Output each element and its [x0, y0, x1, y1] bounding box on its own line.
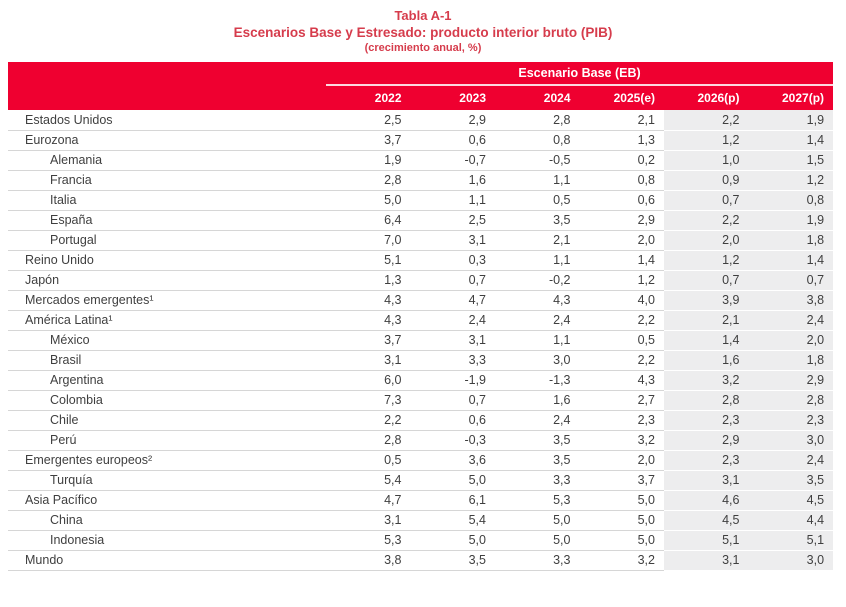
cell-2024: 3,0 — [495, 350, 580, 370]
cell-2022: 2,8 — [326, 170, 411, 190]
cell-2022: 3,1 — [326, 350, 411, 370]
cell-2027(p): 2,8 — [749, 390, 834, 410]
col-header-2026p: 2026(p) — [664, 85, 749, 110]
cell-2027(p): 1,9 — [749, 210, 834, 230]
cell-2024: 1,1 — [495, 250, 580, 270]
cell-2025(e): 3,2 — [580, 430, 665, 450]
cell-2027(p): 1,4 — [749, 130, 834, 150]
cell-2022: 4,3 — [326, 290, 411, 310]
table-body — [8, 110, 833, 570]
cell-2025(e): 2,0 — [580, 450, 665, 470]
cell-2023: -0,3 — [411, 430, 496, 450]
table-row — [8, 170, 833, 190]
cell-2027(p): 1,4 — [749, 250, 834, 270]
cell-2023: 5,4 — [411, 510, 496, 530]
cell-2024: 4,3 — [495, 290, 580, 310]
cell-2027(p): 1,8 — [749, 230, 834, 250]
row-label: México — [8, 330, 326, 350]
cell-2027(p): 1,5 — [749, 150, 834, 170]
cell-2024: 5,0 — [495, 510, 580, 530]
cell-2026(p): 2,2 — [664, 110, 749, 130]
table-number: Tabla A-1 — [394, 8, 452, 23]
cell-2023: 3,1 — [411, 230, 496, 250]
row-label: Italia — [8, 190, 326, 210]
table-row — [8, 470, 833, 490]
table-header — [8, 62, 833, 110]
cell-2022: 6,4 — [326, 210, 411, 230]
table-row — [8, 150, 833, 170]
cell-2024: -1,3 — [495, 370, 580, 390]
header-corner — [8, 62, 326, 110]
cell-2025(e): 2,1 — [580, 110, 665, 130]
cell-2025(e): 5,0 — [580, 530, 665, 550]
row-label: Mundo — [8, 550, 326, 570]
cell-2025(e): 2,9 — [580, 210, 665, 230]
cell-2025(e): 3,7 — [580, 470, 665, 490]
cell-2027(p): 1,9 — [749, 110, 834, 130]
cell-2023: -0,7 — [411, 150, 496, 170]
table-row — [8, 490, 833, 510]
cell-2025(e): 3,2 — [580, 550, 665, 570]
table-row — [8, 190, 833, 210]
cell-2025(e): 2,2 — [580, 310, 665, 330]
table-subtitle: (crecimiento anual, %) — [364, 42, 482, 54]
cell-2022: 1,9 — [326, 150, 411, 170]
cell-2024: 2,4 — [495, 310, 580, 330]
row-label: Eurozona — [8, 130, 326, 150]
table-row — [8, 530, 833, 550]
cell-2022: 6,0 — [326, 370, 411, 390]
cell-2023: 0,6 — [411, 410, 496, 430]
row-label: Argentina — [8, 370, 326, 390]
row-label: China — [8, 510, 326, 530]
cell-2026(p): 2,0 — [664, 230, 749, 250]
cell-2027(p): 1,2 — [749, 170, 834, 190]
cell-2025(e): 5,0 — [580, 490, 665, 510]
cell-2026(p): 2,8 — [664, 390, 749, 410]
row-label: Alemania — [8, 150, 326, 170]
cell-2027(p): 0,8 — [749, 190, 834, 210]
cell-2026(p): 2,2 — [664, 210, 749, 230]
cell-2022: 5,4 — [326, 470, 411, 490]
row-label: Mercados emergentes¹ — [8, 290, 326, 310]
cell-2025(e): 2,0 — [580, 230, 665, 250]
cell-2026(p): 2,3 — [664, 410, 749, 430]
cell-2027(p): 5,1 — [749, 530, 834, 550]
cell-2022: 5,0 — [326, 190, 411, 210]
cell-2023: 4,7 — [411, 290, 496, 310]
cell-2024: 5,3 — [495, 490, 580, 510]
row-label: Asia Pacífico — [8, 490, 326, 510]
row-label: Brasil — [8, 350, 326, 370]
cell-2022: 1,3 — [326, 270, 411, 290]
cell-2024: 0,5 — [495, 190, 580, 210]
cell-2023: 2,5 — [411, 210, 496, 230]
cell-2023: 3,1 — [411, 330, 496, 350]
cell-2023: 3,5 — [411, 550, 496, 570]
cell-2022: 3,1 — [326, 510, 411, 530]
cell-2024: 2,8 — [495, 110, 580, 130]
col-header-2025e: 2025(e) — [580, 85, 665, 110]
cell-2026(p): 3,9 — [664, 290, 749, 310]
cell-2027(p): 0,7 — [749, 270, 834, 290]
table-row — [8, 410, 833, 430]
row-label: Colombia — [8, 390, 326, 410]
table-row — [8, 110, 833, 130]
table-row — [8, 370, 833, 390]
row-label: Reino Unido — [8, 250, 326, 270]
cell-2023: 2,4 — [411, 310, 496, 330]
table-row — [8, 430, 833, 450]
cell-2025(e): 0,2 — [580, 150, 665, 170]
row-label: Portugal — [8, 230, 326, 250]
cell-2026(p): 1,4 — [664, 330, 749, 350]
table-row — [8, 210, 833, 230]
cell-2024: 1,1 — [495, 170, 580, 190]
cell-2025(e): 4,0 — [580, 290, 665, 310]
cell-2027(p): 2,4 — [749, 450, 834, 470]
row-label: Emergentes europeos² — [8, 450, 326, 470]
cell-2027(p): 1,8 — [749, 350, 834, 370]
cell-2027(p): 2,4 — [749, 310, 834, 330]
cell-2026(p): 3,2 — [664, 370, 749, 390]
cell-2027(p): 3,0 — [749, 430, 834, 450]
cell-2023: 5,0 — [411, 530, 496, 550]
cell-2023: 1,6 — [411, 170, 496, 190]
cell-2027(p): 2,3 — [749, 410, 834, 430]
cell-2022: 2,5 — [326, 110, 411, 130]
cell-2026(p): 4,5 — [664, 510, 749, 530]
cell-2024: 3,3 — [495, 550, 580, 570]
cell-2023: 2,9 — [411, 110, 496, 130]
gdp-table — [8, 62, 833, 571]
cell-2026(p): 1,0 — [664, 150, 749, 170]
cell-2025(e): 4,3 — [580, 370, 665, 390]
cell-2022: 4,7 — [326, 490, 411, 510]
row-label: España — [8, 210, 326, 230]
cell-2025(e): 2,7 — [580, 390, 665, 410]
cell-2027(p): 4,5 — [749, 490, 834, 510]
cell-2022: 7,0 — [326, 230, 411, 250]
cell-2022: 2,2 — [326, 410, 411, 430]
cell-2024: 0,8 — [495, 130, 580, 150]
table-row — [8, 350, 833, 370]
cell-2024: 3,5 — [495, 430, 580, 450]
cell-2025(e): 0,5 — [580, 330, 665, 350]
table-row — [8, 510, 833, 530]
cell-2023: 1,1 — [411, 190, 496, 210]
cell-2025(e): 1,2 — [580, 270, 665, 290]
cell-2022: 5,1 — [326, 250, 411, 270]
cell-2023: 3,6 — [411, 450, 496, 470]
table-row — [8, 390, 833, 410]
cell-2024: 3,5 — [495, 450, 580, 470]
cell-2026(p): 1,2 — [664, 130, 749, 150]
cell-2026(p): 1,2 — [664, 250, 749, 270]
cell-2026(p): 0,7 — [664, 190, 749, 210]
cell-2024: 1,1 — [495, 330, 580, 350]
cell-2022: 7,3 — [326, 390, 411, 410]
cell-2023: 0,7 — [411, 270, 496, 290]
table-row — [8, 270, 833, 290]
row-label: Francia — [8, 170, 326, 190]
row-label: América Latina¹ — [8, 310, 326, 330]
table-row — [8, 230, 833, 250]
row-label: Turquía — [8, 470, 326, 490]
cell-2022: 0,5 — [326, 450, 411, 470]
cell-2025(e): 2,2 — [580, 350, 665, 370]
cell-2026(p): 1,6 — [664, 350, 749, 370]
scenario-group-header: Escenario Base (EB) — [326, 62, 833, 85]
cell-2026(p): 2,3 — [664, 450, 749, 470]
cell-2026(p): 4,6 — [664, 490, 749, 510]
col-header-2027p: 2027(p) — [749, 85, 834, 110]
cell-2027(p): 3,5 — [749, 470, 834, 490]
row-label: Estados Unidos — [8, 110, 326, 130]
cell-2023: 5,0 — [411, 470, 496, 490]
cell-2024: 3,5 — [495, 210, 580, 230]
col-header-2023: 2023 — [411, 85, 496, 110]
cell-2025(e): 1,3 — [580, 130, 665, 150]
cell-2024: 5,0 — [495, 530, 580, 550]
cell-2024: 2,4 — [495, 410, 580, 430]
row-label: Indonesia — [8, 530, 326, 550]
table-row — [8, 250, 833, 270]
table-row — [8, 290, 833, 310]
cell-2025(e): 0,6 — [580, 190, 665, 210]
cell-2022: 2,8 — [326, 430, 411, 450]
cell-2023: 6,1 — [411, 490, 496, 510]
cell-2024: -0,5 — [495, 150, 580, 170]
cell-2027(p): 3,0 — [749, 550, 834, 570]
cell-2023: -1,9 — [411, 370, 496, 390]
cell-2026(p): 0,9 — [664, 170, 749, 190]
cell-2022: 5,3 — [326, 530, 411, 550]
cell-2026(p): 0,7 — [664, 270, 749, 290]
cell-2024: 1,6 — [495, 390, 580, 410]
group-header-row — [8, 62, 833, 85]
table-title: Escenarios Base y Estresado: producto interior bruto (PIB) — [233, 25, 613, 40]
cell-2023: 0,7 — [411, 390, 496, 410]
cell-2026(p): 3,1 — [664, 470, 749, 490]
cell-2027(p): 4,4 — [749, 510, 834, 530]
cell-2023: 3,3 — [411, 350, 496, 370]
row-label: Perú — [8, 430, 326, 450]
cell-2023: 0,6 — [411, 130, 496, 150]
cell-2025(e): 1,4 — [580, 250, 665, 270]
col-header-2024: 2024 — [495, 85, 580, 110]
cell-2023: 0,3 — [411, 250, 496, 270]
table-titles — [0, 0, 846, 56]
table-row — [8, 130, 833, 150]
row-label: Chile — [8, 410, 326, 430]
cell-2024: 3,3 — [495, 470, 580, 490]
cell-2026(p): 2,1 — [664, 310, 749, 330]
cell-2025(e): 5,0 — [580, 510, 665, 530]
cell-2024: -0,2 — [495, 270, 580, 290]
cell-2026(p): 3,1 — [664, 550, 749, 570]
cell-2026(p): 5,1 — [664, 530, 749, 550]
cell-2027(p): 2,9 — [749, 370, 834, 390]
table-row — [8, 310, 833, 330]
cell-2022: 3,8 — [326, 550, 411, 570]
cell-2025(e): 2,3 — [580, 410, 665, 430]
table-row — [8, 550, 833, 570]
cell-2027(p): 2,0 — [749, 330, 834, 350]
cell-2022: 4,3 — [326, 310, 411, 330]
cell-2025(e): 0,8 — [580, 170, 665, 190]
table-row — [8, 330, 833, 350]
cell-2022: 3,7 — [326, 130, 411, 150]
cell-2022: 3,7 — [326, 330, 411, 350]
col-header-2022: 2022 — [326, 85, 411, 110]
cell-2026(p): 2,9 — [664, 430, 749, 450]
cell-2027(p): 3,8 — [749, 290, 834, 310]
row-label: Japón — [8, 270, 326, 290]
cell-2024: 2,1 — [495, 230, 580, 250]
table-row — [8, 450, 833, 470]
